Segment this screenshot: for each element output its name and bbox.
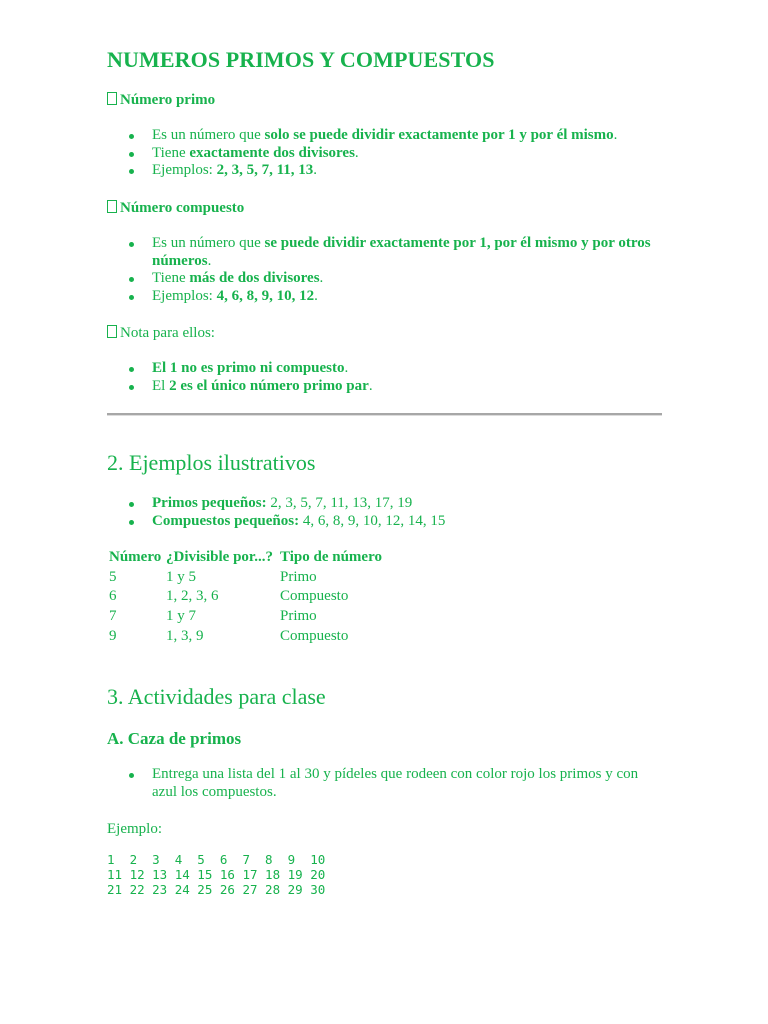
horizontal-rule [107, 413, 662, 416]
missing-glyph-icon [107, 92, 117, 105]
caza-list [107, 766, 663, 801]
subsection-a-title: A. Caza de primos [107, 729, 242, 748]
compuesto-list [107, 235, 663, 305]
primo-heading [107, 91, 215, 109]
grid-row: 11 12 13 14 15 16 17 18 19 20 [107, 867, 326, 882]
table-cell: 5 [109, 568, 117, 585]
nota-list [107, 360, 663, 395]
table-cell: 1 y 7 [166, 608, 196, 625]
list-item: Es un número que solo se puede dividir exactamente por 1 y por él mismo. [107, 127, 663, 145]
table-row [107, 607, 384, 627]
list-item: Primos pequeños: 2, 3, 5, 7, 11, 13, 17, 19 [107, 495, 663, 513]
table-cell: Primo [280, 608, 317, 625]
grid-row: 1 2 3 4 5 6 7 8 9 10 [107, 852, 326, 867]
primo-heading-text: Número primo [120, 92, 216, 108]
divisibility-table [107, 548, 384, 647]
list-item: Entrega una lista del 1 al 30 y pídeles que rodeen con color rojo los primos y con azul los compuestos. [107, 766, 663, 801]
compuesto-heading [107, 199, 244, 217]
list-item: Tiene más de dos divisores. [107, 270, 663, 288]
column-header: Número [109, 549, 162, 565]
table-cell: 1 y 5 [166, 568, 196, 585]
list-item: Ejemplos: 4, 6, 8, 9, 10, 12. [107, 288, 663, 306]
section-2-title: 2. Ejemplos ilustrativos [107, 450, 316, 475]
list-item: Es un número que se puede dividir exactamente por 1, por él mismo y por otros números. [107, 235, 663, 270]
table-cell: 7 [109, 608, 117, 625]
grid-row: 21 22 23 24 25 26 27 28 29 30 [107, 882, 326, 897]
table-row [107, 587, 384, 607]
list-item: Compuestos pequeños: 4, 6, 8, 9, 10, 12, 14, 15 [107, 513, 663, 531]
list-item: El 2 es el único número primo par. [107, 378, 663, 396]
list-item: Ejemplos: 2, 3, 5, 7, 11, 13. [107, 162, 663, 180]
table-cell: Compuesto [280, 627, 349, 644]
number-grid [107, 852, 325, 897]
ejemplos-list [107, 495, 663, 530]
table-cell: 1, 2, 3, 6 [166, 588, 219, 605]
primo-list [107, 127, 663, 180]
section-3-title: 3. Actividades para clase [107, 684, 326, 709]
nota-heading-text: Nota para ellos: [120, 325, 215, 341]
column-header: ¿Divisible por...? [166, 549, 273, 565]
table-header-row [107, 548, 384, 568]
missing-glyph-icon [107, 200, 117, 213]
table-cell: 6 [109, 588, 117, 605]
list-item: Tiene exactamente dos divisores. [107, 145, 663, 163]
table-row [107, 627, 384, 647]
ejemplo-label: Ejemplo: [107, 821, 162, 837]
nota-heading [107, 324, 215, 342]
missing-glyph-icon [107, 325, 117, 338]
table-cell: Compuesto [280, 588, 349, 605]
table-cell: 1, 3, 9 [166, 627, 204, 644]
page-title: NUMEROS PRIMOS Y COMPUESTOS [107, 47, 495, 72]
table-cell: 9 [109, 627, 117, 644]
column-header: Tipo de número [280, 549, 382, 565]
table-cell: Primo [280, 568, 317, 585]
list-item: El 1 no es primo ni compuesto. [107, 360, 663, 378]
table-row [107, 568, 384, 588]
compuesto-heading-text: Número compuesto [120, 200, 245, 216]
